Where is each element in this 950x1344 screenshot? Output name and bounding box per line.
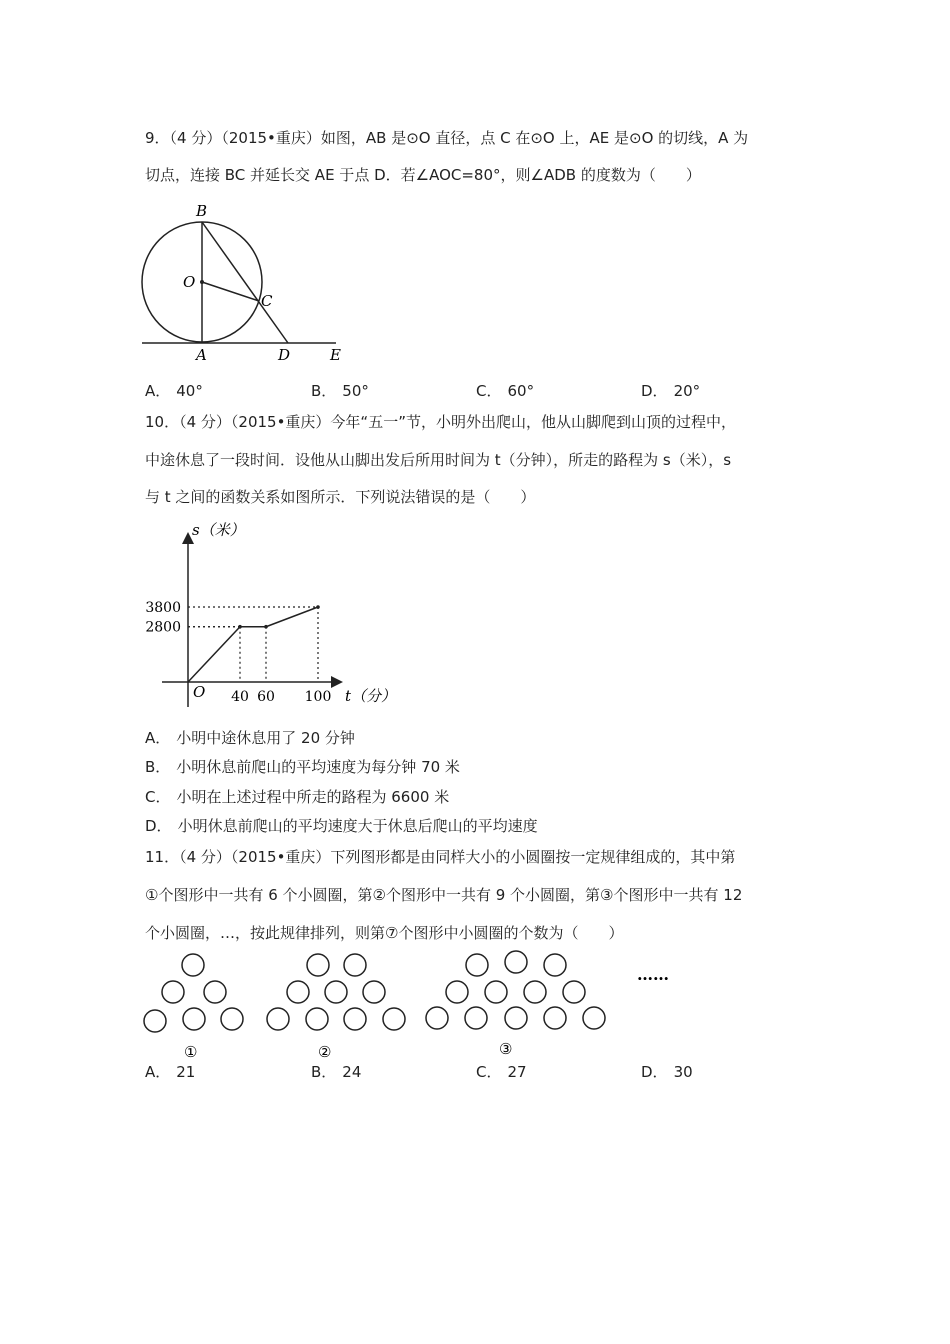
option-text: 27 — [507, 1063, 527, 1081]
option-text: 20° — [673, 382, 701, 400]
series-segment — [188, 627, 240, 682]
small-circle — [544, 954, 566, 976]
q9-option-b — [311, 380, 369, 401]
q10-option-a — [145, 727, 355, 748]
small-circle — [363, 981, 385, 1003]
small-circle — [426, 1007, 448, 1029]
option-text: 50° — [342, 382, 369, 400]
option-letter: B． — [145, 758, 171, 776]
y-tick-label: 2800 — [145, 619, 181, 636]
ellipsis: …… — [637, 965, 669, 984]
small-circle — [383, 1008, 405, 1030]
option-letter: B． — [311, 1063, 337, 1081]
label-c: C — [261, 292, 273, 310]
small-circle — [485, 981, 507, 1003]
small-circle — [182, 954, 204, 976]
segment-oc — [202, 282, 259, 301]
pattern-3 — [426, 951, 605, 1029]
small-circle — [162, 981, 184, 1003]
small-circle — [583, 1007, 605, 1029]
small-circle — [505, 951, 527, 973]
option-text: 小明中途休息用了 20 分钟 — [176, 729, 355, 747]
pattern-label-3: ③ — [499, 1040, 513, 1058]
option-text: 24 — [342, 1063, 362, 1081]
label-d: D — [278, 346, 291, 364]
y-tick-label: 3800 — [145, 600, 181, 616]
option-letter: A． — [145, 1063, 171, 1081]
option-text: 40° — [176, 382, 203, 400]
option-text: 60° — [507, 382, 535, 400]
option-text: 小明休息前爬山的平均速度大于休息后爬山的平均速度 — [177, 817, 538, 835]
q11-option-c — [476, 1061, 527, 1082]
small-circle — [344, 954, 366, 976]
option-text: 小明在上述过程中所走的路程为 6600 米 — [176, 788, 450, 806]
series-segment — [266, 607, 318, 627]
q11-text-line2: ①个图形中一共有 6 个小圆圈，第②个图形中一共有 9 个小圆圈，第③个图形中一共有 12 — [145, 886, 743, 904]
small-circle — [221, 1008, 243, 1030]
label-e: E — [330, 346, 341, 364]
q11-option-d — [641, 1061, 693, 1082]
y-axis-label: s（米） — [192, 521, 245, 539]
small-circle — [465, 1007, 487, 1029]
small-circle — [287, 981, 309, 1003]
small-circle — [344, 1008, 366, 1030]
option-letter: A． — [145, 382, 171, 400]
small-circle — [307, 954, 329, 976]
small-circle — [144, 1010, 166, 1032]
q10-text-line1: 10．（4 分）（2015•重庆）今年“五一”节，小明外出爬山，他从山脚爬到山顶的过程中， — [145, 413, 736, 431]
small-circle — [466, 954, 488, 976]
small-circle — [505, 1007, 527, 1029]
label-a: A — [196, 346, 207, 364]
option-text: 小明休息前爬山的平均速度为每分钟 70 米 — [176, 758, 460, 776]
q10-distance-time-graph — [140, 515, 405, 715]
q11-pattern-figure — [140, 948, 680, 1093]
q9-text-line2: 切点，连接 BC 并延长交 AE 于点 D．若∠AOC=80°，则∠ADB 的度数为（ ） — [145, 166, 701, 184]
q10-text-line3: 与 t 之间的函数关系如图所示．下列说法错误的是（ ） — [145, 488, 536, 506]
small-circle — [306, 1008, 328, 1030]
pattern-label-1: ① — [184, 1043, 198, 1061]
pattern-2 — [267, 954, 405, 1030]
option-letter: A． — [145, 729, 171, 747]
x-tick-label: 40 — [231, 689, 249, 705]
q10-text-line2: 中途休息了一段时间．设他从山脚出发后所用时间为 t（分钟），所走的路程为 s（米），s — [145, 451, 732, 469]
data-point — [264, 625, 268, 629]
small-circle — [325, 981, 347, 1003]
q9-option-c — [476, 380, 534, 401]
q11-option-a — [145, 1061, 195, 1082]
label-b: B — [196, 202, 208, 220]
label-o: O — [183, 273, 196, 291]
small-circle — [183, 1008, 205, 1030]
option-letter: C． — [476, 1063, 502, 1081]
option-letter: D． — [145, 817, 172, 835]
option-text: 21 — [176, 1063, 196, 1081]
q10-option-d — [145, 815, 538, 836]
option-letter: C． — [145, 788, 171, 806]
small-circle — [524, 981, 546, 1003]
x-tick-label: 60 — [257, 689, 275, 705]
data-point — [316, 605, 320, 609]
point-o — [200, 280, 204, 284]
q9-circle-figure — [138, 198, 358, 368]
small-circle — [544, 1007, 566, 1029]
q11-text-line1: 11．（4 分）（2015•重庆）下列图形都是由同样大小的小圆圈按一定规律组成的，其中第 — [145, 848, 736, 866]
q10-option-b — [145, 756, 460, 777]
q9-option-a — [145, 380, 203, 401]
pattern-1 — [144, 954, 243, 1032]
q11-text-line3: 个小圆圈，…，按此规律排列，则第⑦个图形中小圆圈的个数为（ ） — [145, 924, 624, 942]
pattern-label-2: ② — [318, 1043, 332, 1061]
q9-text-line1: 9．（4 分）（2015•重庆）如图，AB 是⊙O 直径，点 C 在⊙O 上，AE 是⊙O 的切线，A 为 — [145, 129, 749, 147]
q10-option-c — [145, 786, 449, 807]
small-circle — [446, 981, 468, 1003]
option-letter: D． — [641, 1063, 668, 1081]
q11-option-b — [311, 1061, 361, 1082]
option-letter: C． — [476, 382, 502, 400]
option-letter: B． — [311, 382, 337, 400]
x-tick-label: 100 — [304, 689, 332, 705]
x-axis-label: t（分） — [345, 687, 397, 705]
option-letter: D． — [641, 382, 668, 400]
small-circle — [204, 981, 226, 1003]
small-circle — [267, 1008, 289, 1030]
q9-option-d — [641, 380, 700, 401]
small-circle — [563, 981, 585, 1003]
option-text: 30 — [673, 1063, 693, 1081]
origin-label: O — [193, 683, 206, 701]
